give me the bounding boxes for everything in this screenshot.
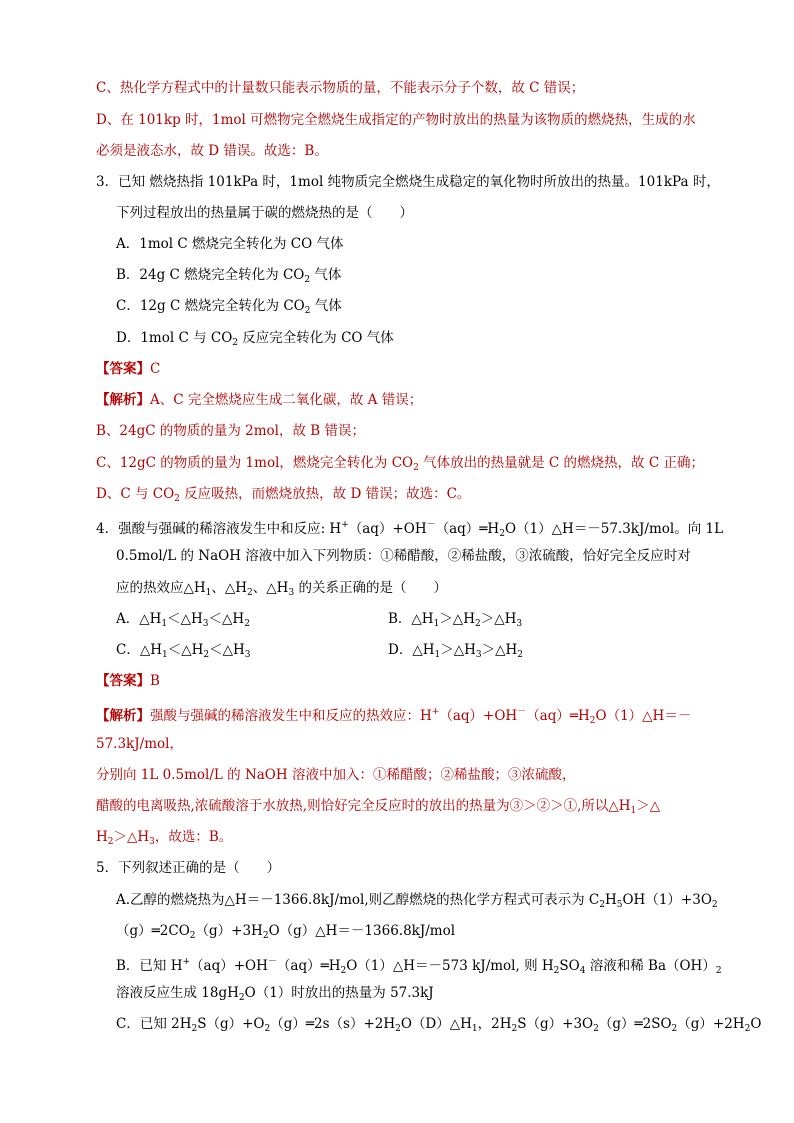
- q4-analysis-line3: 分别向 1L 0.5mol/L 的 NaOH 溶液中加入：①稀醋酸；②稀盐酸；③浓硫酸，: [96, 767, 576, 783]
- q5-option-b-line1: B．已知 $H^+(aq)+OH^-(aq)═H_2O(1)\triangle H=-573$ kJ/mol, 则 $H_2SO_4$ 溶液和稀 $Ba(OH)_2$: [116, 957, 722, 976]
- q3-option-b: B．24g C 燃烧完全转化为 $CO_2$ 气体: [116, 267, 342, 285]
- q3-analysis-line3: C、12gC 的物质的量为 1mol，燃烧完全转化为 $CO_2$ 气体放出的热量就是 C 的燃烧热，故 C 正确；: [96, 455, 704, 473]
- analysis-tag: 【解析】: [96, 392, 150, 408]
- prev-line-d1: D、在 101kp 时，1mol 可燃物完全燃烧生成指定的产物时放出的热量为该物质的燃烧热，生成的水: [96, 112, 696, 128]
- q3-stem-line2: 下列过程放出的热量属于碳的燃烧热的是（ ）: [116, 205, 413, 221]
- q4-stem-line3: 应的热效应$\triangle H_1$、$\triangle H_2$、$\triangle H_3$ 的关系正确的是（ ）: [116, 580, 447, 598]
- q4-analysis-line4: 醋酸的电离吸热,浓硫酸溶于水放热,则恰好完全反应时的放出的热量为③＞②＞①,所以$\triangle H_1>\triangle$: [96, 798, 661, 816]
- q4-analysis-line2: 57.3kJ/mol，: [96, 736, 183, 752]
- q5-option-a-line2: $(g)═2CO_2(g)+3H_2O(g)\triangle H=-1366.8kJ$/mol: [116, 923, 456, 941]
- q4-option-d: D．$\triangle H_1>\triangle H_3>\triangle H_2$: [388, 642, 523, 660]
- q3-option-d: D．1mol C 与 $CO_2$ 反应完全转化为 CO 气体: [116, 330, 394, 348]
- q3-answer: 【答案】C: [96, 361, 161, 377]
- q4-stem-line2: 0.5mol/L 的 NaOH 溶液中加入下列物质：①稀醋酸，②稀盐酸，③浓硫酸，恰好完全反应时对: [116, 548, 691, 564]
- q4-answer: 【答案】B: [96, 673, 160, 689]
- q4-option-c: C．$\triangle H_1<\triangle H_2<\triangle H_3$: [116, 642, 251, 660]
- q5-option-a-line1: A.乙醇的燃烧热为△H＝－1366.8kJ/mol,则乙醇燃烧的热化学方程式可表示为 $C_2H_5OH(1)+3O_2$: [116, 892, 718, 910]
- q5-option-c-line1: C．已知 $2H_2S(g)+O_2(g)═2s(s)+2H_2O(D)\triangle H_1$，$2H_2S(g)+3O_2(g)═2SO_2(g)+2H_2O$: [116, 1016, 762, 1034]
- q3-stem-line1: 3．已知 燃烧热指 101kPa 时，1mol 纯物质完全燃烧生成稳定的氧化物时所放出的热量。101kPa 时，: [96, 174, 720, 190]
- q4-analysis-line5: $H_2>\triangle H_3$，故选：B。: [96, 829, 233, 847]
- q5-option-b-line2: 溶液反应生成 $18gH_2O(1)$时放出的热量为 57.3kJ: [116, 985, 434, 1003]
- q3-analysis-line1: 【解析】A、C 完全燃烧应生成二氧化碳，故 A 错误；: [96, 392, 423, 408]
- answer-tag: 【答案】: [96, 361, 150, 377]
- q4-option-a: A．$\triangle H_1<\triangle H_3<\triangle H_2$: [116, 611, 250, 629]
- analysis-tag: 【解析】: [96, 708, 150, 724]
- q3-option-a: A．1mol C 燃烧完全转化为 CO 气体: [116, 236, 344, 252]
- q4-analysis-line1: 【解析】强酸与强碱的稀溶液发生中和反应的热效应：$H^+(aq)+OH^-(aq)═H_2O(1)\triangle H=-$: [96, 707, 692, 726]
- q3-analysis-line4: D、C 与 $CO_2$ 反应吸热，而燃烧放热，故 D 错误；故选：C。: [96, 486, 471, 504]
- prev-line-d2: 必须是液态水，故 D 错误。故选：B。: [96, 143, 328, 159]
- prev-line-c: C、热化学方程式中的计量数只能表示物质的量，不能表示分子个数，故 C 错误；: [96, 80, 585, 96]
- q4-stem-line1: 4．强酸与强碱的稀溶液发生中和反应: $H^+(aq)+OH^-(aq)═H_2O(1)\triangle H=-57.3kJ$/mol。向 1L: [96, 520, 724, 539]
- answer-tag: 【答案】: [96, 673, 150, 689]
- q3-option-c: C．12g C 燃烧完全转化为 $CO_2$ 气体: [116, 298, 342, 316]
- q4-option-b: B．$\triangle H_1>\triangle H_2>\triangle H_3$: [388, 611, 523, 629]
- q5-stem: 5．下列叙述正确的是（ ）: [96, 860, 281, 876]
- q3-analysis-line2: B、24gC 的物质的量为 2mol，故 B 错误；: [96, 423, 365, 439]
